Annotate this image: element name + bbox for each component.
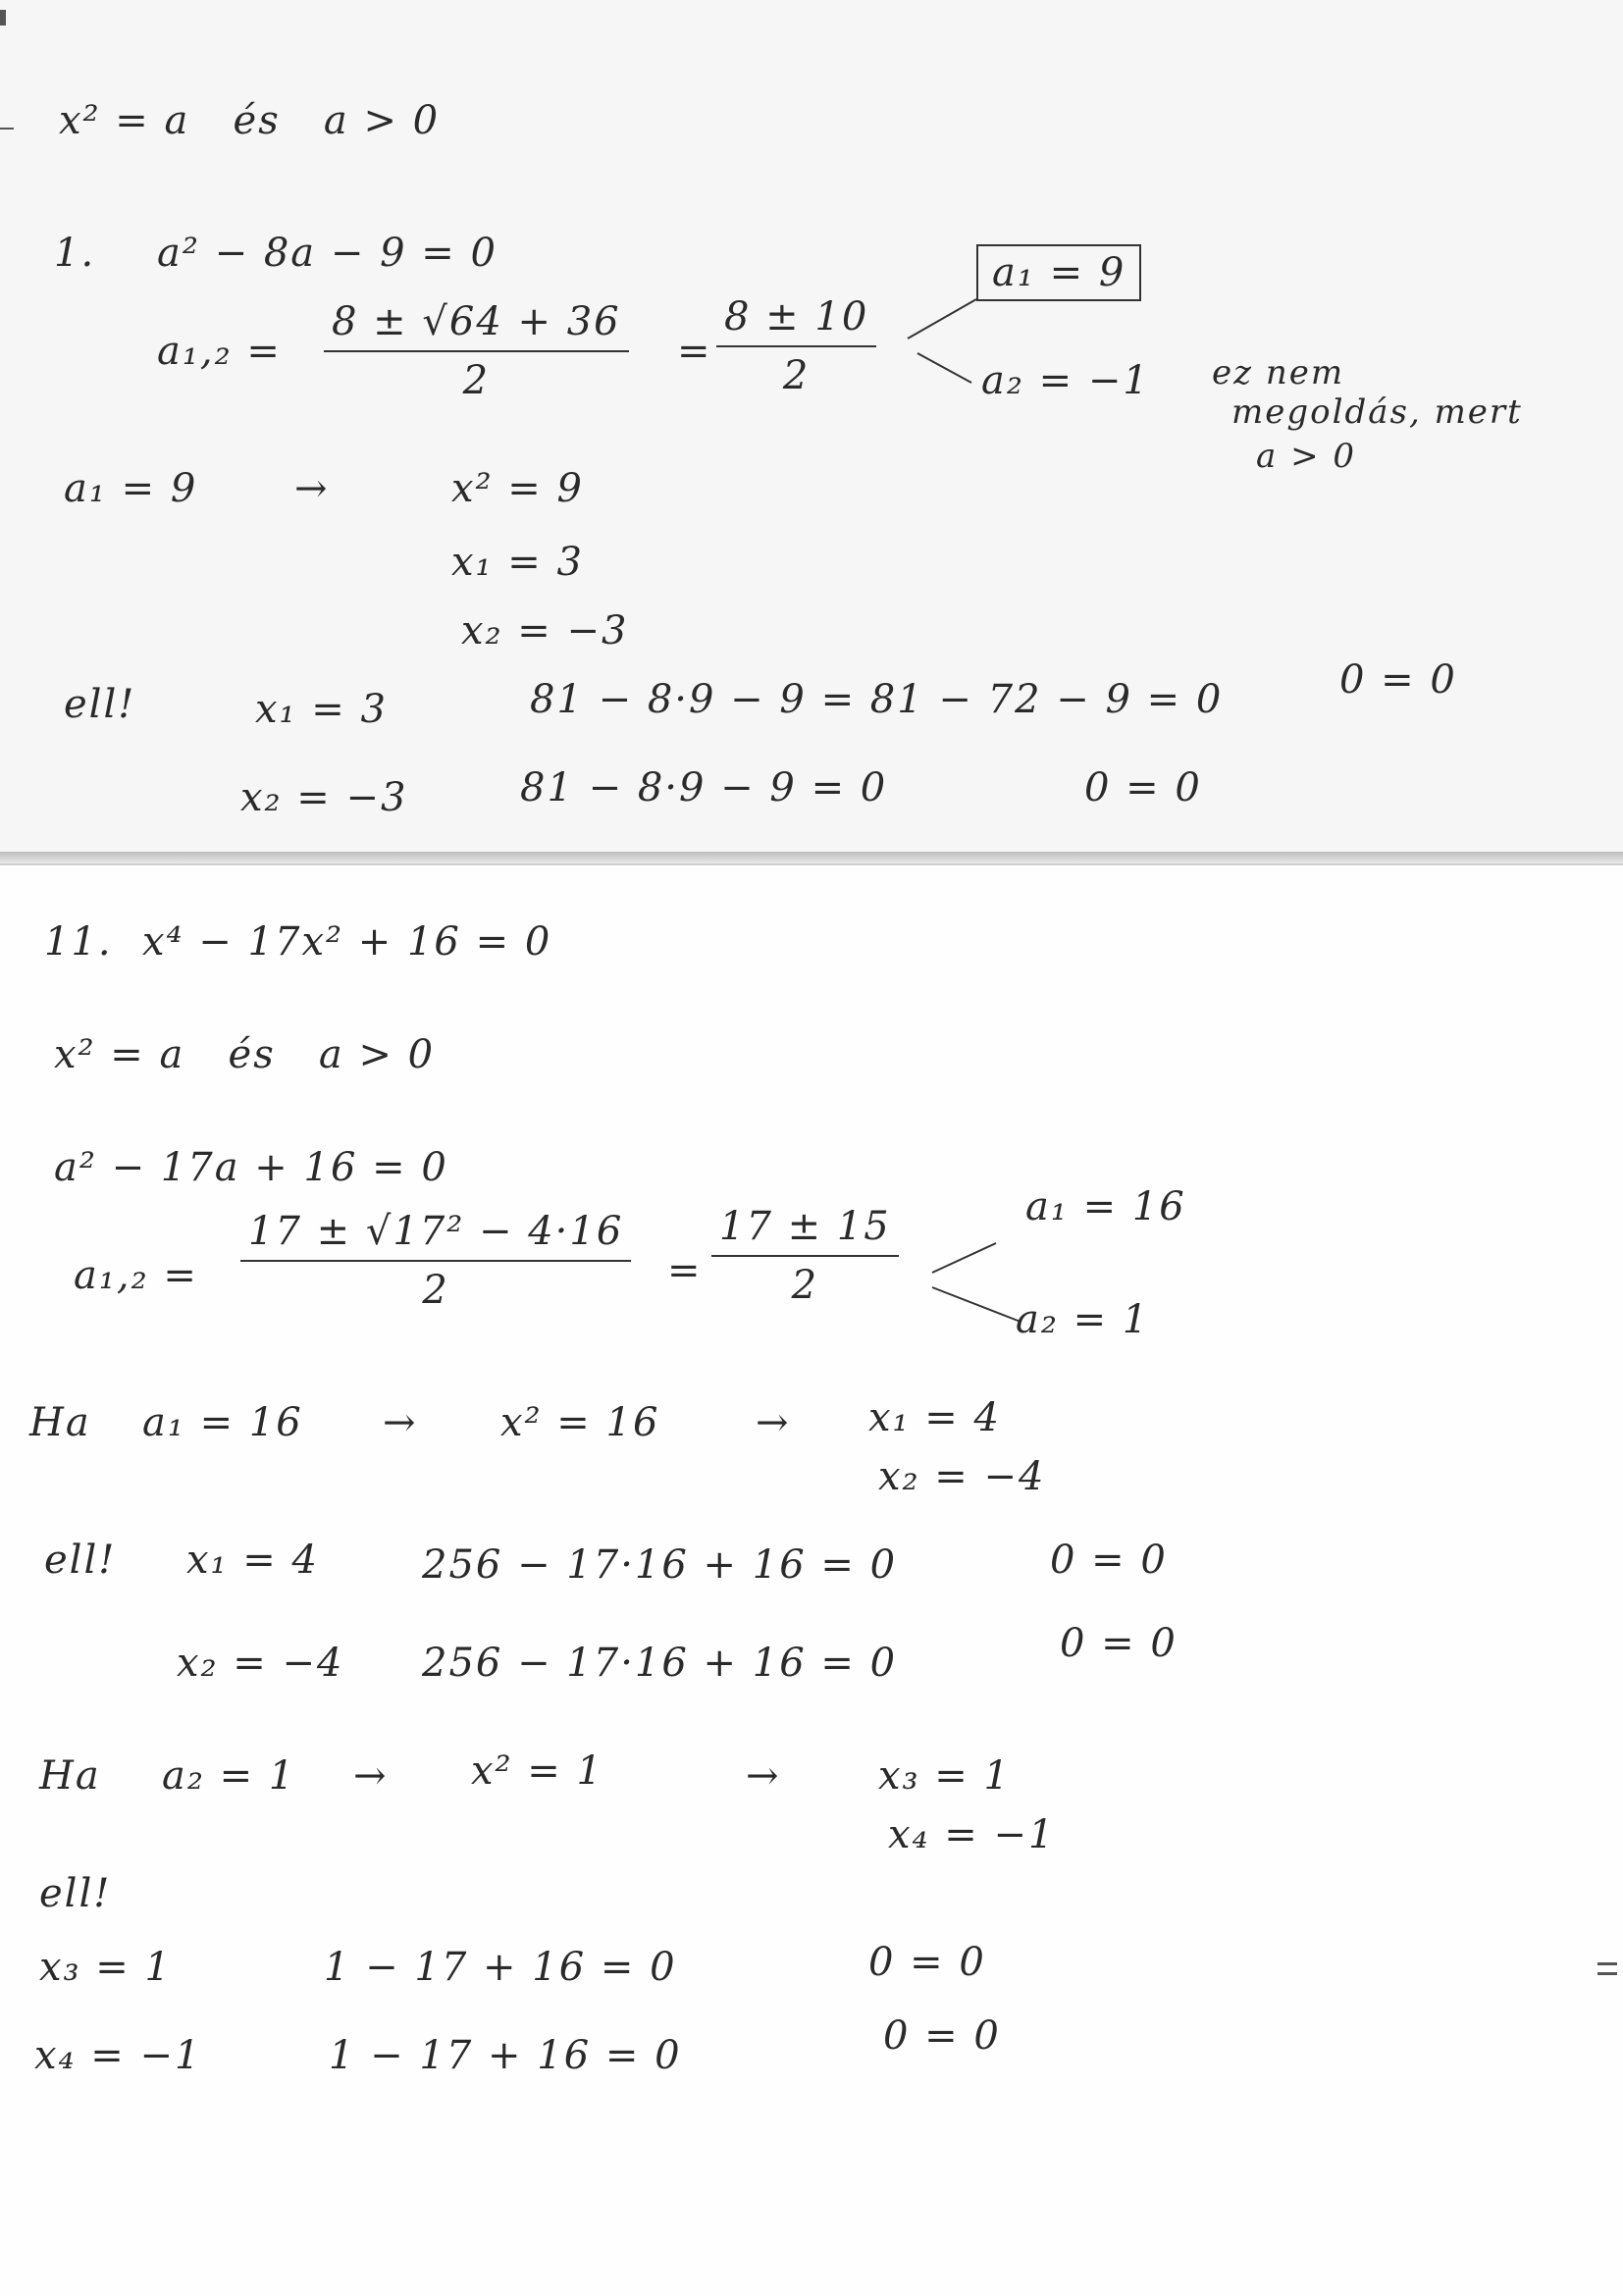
simplified-fraction	[716, 294, 876, 398]
fraction-denominator: 2	[791, 1263, 819, 1308]
case2-a: a₂ = 1	[162, 1753, 296, 1799]
check2-label: ell!	[39, 1871, 112, 1916]
check-x2-calculation: 81 − 8·9 − 9 = 0	[520, 765, 888, 810]
case1-x2: x₂ = −4	[878, 1454, 1046, 1499]
case2-equation: x² = 1	[471, 1748, 603, 1794]
case-equation: x² = 9	[451, 466, 584, 511]
substitution-line: x² = a és a > 0	[59, 98, 441, 143]
branch-lines	[922, 1224, 1030, 1331]
check1-x1-calculation: 256 − 17·16 + 16 = 0	[422, 1542, 898, 1588]
fraction-denominator: 2	[422, 1268, 449, 1313]
branch-lines	[903, 285, 981, 392]
edge-mark	[1597, 1972, 1617, 1975]
arrow: →	[383, 1400, 418, 1445]
root-two: a₂ = 1	[1016, 1297, 1150, 1342]
quadratic-equation: a² − 17a + 16 = 0	[54, 1145, 448, 1190]
quadratic-formula-fraction	[324, 299, 629, 403]
quartic-equation: x⁴ − 17x² + 16 = 0	[142, 919, 552, 965]
case-a1: a₁ = 9	[64, 466, 198, 511]
case1-label: Ha	[29, 1400, 91, 1445]
bottom-sheet	[0, 863, 1623, 2296]
case1-equation: x² = 16	[500, 1400, 660, 1445]
check2-x4-calculation: 1 − 17 + 16 = 0	[329, 2033, 682, 2078]
note-line-1: ez nem	[1212, 353, 1345, 392]
check2-x3-result: 0 = 0	[868, 1940, 986, 1985]
check-x2-result: 0 = 0	[1084, 765, 1202, 810]
root-two: a₂ = −1	[981, 358, 1150, 403]
case2-label: Ha	[39, 1753, 101, 1799]
solution-x2: x₂ = −3	[461, 608, 629, 653]
edge-mark	[0, 10, 6, 26]
fraction-numerator: 8 ± 10	[716, 294, 876, 347]
note-line-3: a > 0	[1256, 437, 1357, 476]
solution-x1: x₁ = 3	[451, 540, 584, 585]
substitution-line: x² = a és a > 0	[54, 1032, 436, 1077]
check2-x3-calculation: 1 − 17 + 16 = 0	[324, 1945, 677, 1990]
quadratic-equation: a² − 8a − 9 = 0	[157, 231, 497, 276]
note-line-2: megoldás, mert	[1231, 392, 1523, 432]
formula-lhs: a₁,₂ =	[74, 1253, 198, 1298]
edge-mark	[1597, 1962, 1617, 1965]
check2-x3: x₃ = 1	[39, 1945, 172, 1990]
check-label: ell!	[64, 682, 136, 727]
check1-x1: x₁ = 4	[186, 1538, 319, 1583]
check1-x2-result: 0 = 0	[1060, 1621, 1178, 1666]
arrow: →	[294, 466, 330, 511]
check1-label: ell!	[44, 1538, 117, 1583]
top-sheet	[0, 0, 1623, 856]
check2-x4: x₄ = −1	[34, 2033, 202, 2078]
item-number: 11.	[44, 919, 113, 965]
arrow: →	[756, 1400, 791, 1445]
quadratic-formula-fraction	[240, 1209, 631, 1313]
arrow: →	[353, 1753, 389, 1799]
check-x1: x₁ = 3	[255, 687, 388, 732]
fraction-denominator: 2	[782, 353, 811, 398]
fraction-numerator: 8 ± √64 + 36	[324, 299, 629, 352]
simplified-fraction	[711, 1204, 899, 1308]
root-one: a₁ = 9	[976, 244, 1141, 301]
case2-x3: x₃ = 1	[878, 1753, 1011, 1799]
check-x1-result: 0 = 0	[1339, 657, 1457, 703]
arrow: →	[746, 1753, 781, 1799]
fraction-numerator: 17 ± 15	[711, 1204, 899, 1257]
root-one: a₁ = 16	[1025, 1184, 1186, 1229]
check1-x2-calculation: 256 − 17·16 + 16 = 0	[422, 1641, 898, 1686]
check1-x2: x₂ = −4	[177, 1641, 344, 1686]
fraction-denominator: 2	[462, 358, 491, 403]
check1-x1-result: 0 = 0	[1050, 1538, 1168, 1583]
case1-x1: x₁ = 4	[868, 1395, 1001, 1440]
formula-lhs: a₁,₂ =	[157, 329, 282, 374]
check-x2: x₂ = −3	[240, 775, 408, 820]
equals-sign: =	[677, 329, 712, 374]
check-x1-calculation: 81 − 8·9 − 9 = 81 − 72 − 9 = 0	[530, 677, 1224, 722]
equals-sign: =	[667, 1248, 703, 1293]
case1-a: a₁ = 16	[142, 1400, 303, 1445]
case2-x4: x₄ = −1	[888, 1812, 1056, 1857]
check2-x4-result: 0 = 0	[883, 2013, 1001, 2059]
fraction-numerator: 17 ± √17² − 4·16	[240, 1209, 631, 1262]
edge-mark	[0, 128, 14, 130]
root-boxed	[976, 250, 1141, 295]
item-number: 1.	[54, 231, 96, 276]
